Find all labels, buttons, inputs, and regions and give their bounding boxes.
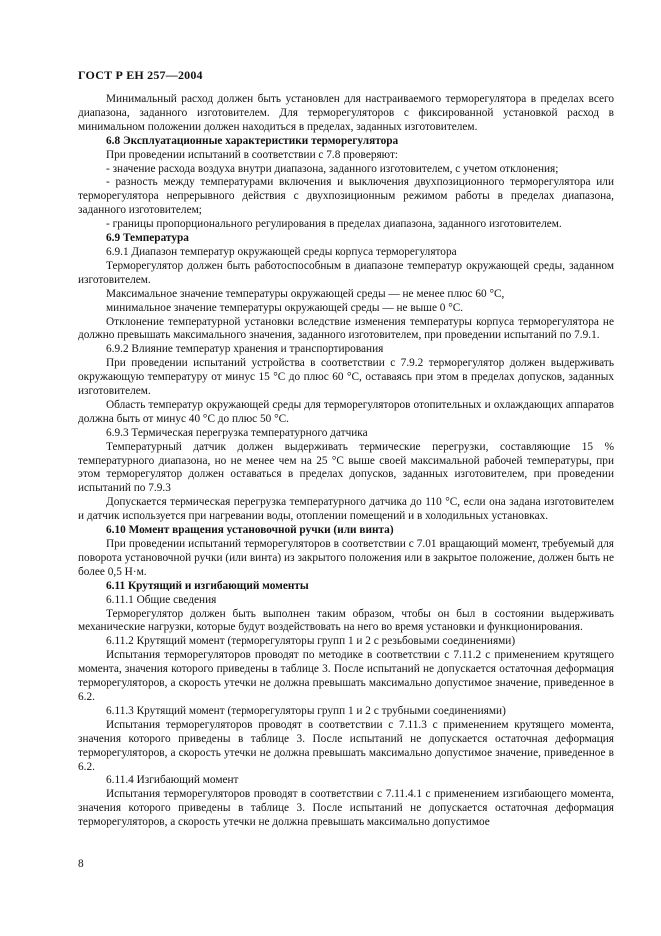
subsection-title: 6.11.4 Изгибающий момент xyxy=(106,774,239,787)
paragraph: Отклонение температурной установки вследствие изменения температуры корпуса терморегулятора не должно превышать максимального значения, заданного изготовителем, при проведении испытаний по 7.9.1. xyxy=(78,315,614,342)
paragraph: Область температур окружающей среды для терморегуляторов отопительных и охлаждающих аппаратов должна быть от минус 40 °С до плюс 50 °С. xyxy=(78,398,614,425)
subsection-title: 6.11.2 Крутящий момент (терморегуляторы групп 1 и 2 с резьбовыми соединениями) xyxy=(106,635,516,648)
section-heading: 6.8 Эксплуатационные характеристики терморегулятора xyxy=(106,134,399,147)
paragraph: При проведении испытаний терморегуляторов в соответствии с 7.01 вращающий момент, требуемый для поворота установочной ручки (или винта) из закрытого положения или в закрытое положение, должен быть не более 0,5 Н·м. xyxy=(78,538,614,578)
paragraph: минимальное значение температуры окружающей среды — не выше 0 °С. xyxy=(106,301,464,314)
paragraph: Испытания терморегуляторов проводят в соответствии с 7.11.4.1 с применением изгибающего момента, значения которого приведены в таблице 3. После испытаний не допускается остаточная деформация терморегуляторов, а скорость утечки не должна превышать максимально допустимое xyxy=(78,788,614,829)
list-item: - границы пропорционального регулирования в пределах диапазона, заданного изготовителем. xyxy=(106,218,562,231)
list-item: - значение расхода воздуха внутри диапазона, заданного изготовителем, с учетом отклонения; xyxy=(106,162,559,175)
document-body xyxy=(78,93,614,830)
paragraph: Температурный датчик должен выдерживать термические перегрузки, составляющие 15 % температурного диапазона, но не менее чем на 25 °С выше своей максимальной рабочей температуры, при этом терморегулятор должен оставаться в пределах допусков, заданных изготовителем, при проведении испытаний по 7.9.3 xyxy=(78,440,614,495)
paragraph: Испытания терморегуляторов проводят в соответствии с 7.11.3 с применением крутящего момента, значения которого приведены в таблице 3. После испытаний не допускается остаточная деформация терморегуляторов, а скорость утечки не должна превышать максимально допустимое значение, приведенное в 6.2. xyxy=(78,718,614,773)
subsection-title: 6.9.3 Термическая перегрузка температурного датчика xyxy=(106,426,368,439)
paragraph: Допускается термическая перегрузка температурного датчика до 110 °С, если она задана изготовителем и датчик используется при нагревании воды, отоплении помещений и в холодильных установках. xyxy=(78,496,614,523)
paragraph: Максимальное значение температуры окружающей среды — не менее плюс 60 °С, xyxy=(106,287,505,300)
paragraph: Минимальный расход должен быть установлен для настраиваемого терморегулятора в пределах всего диапазона, заданного изготовителем. Для терморегуляторов с фиксированной установкой расход в минимальном положении должен находиться в пределах, заданных изготовителем. xyxy=(78,93,614,133)
paragraph: При проведении испытаний устройства в соответствии с 7.9.2 терморегулятор должен выдерживать окружающую температуру от минус 15 °С до плюс 60 °С, оставаясь при этом в пределах допусков, заданных изготовителем. xyxy=(78,357,614,398)
paragraph: Терморегулятор должен быть выполнен таким образом, чтобы он был в состоянии выдерживать механические нагрузки, которые будут воздействовать на него во время установки и функционирования. xyxy=(78,607,614,634)
subsection-title: 6.11.1 Общие сведения xyxy=(106,593,217,606)
section-heading: 6.11 Крутящий и изгибающий моменты xyxy=(106,579,309,592)
section-heading: 6.9 Температура xyxy=(106,232,189,245)
paragraph: При проведении испытаний в соответствии с 7.8 проверяют: xyxy=(106,148,399,161)
page-number: 8 xyxy=(78,858,84,870)
subsection-title: 6.9.2 Влияние температур хранения и транспортирования xyxy=(106,343,384,356)
paragraph: Терморегулятор должен быть работоспособным в диапазоне температур окружающей среды, заданном изготовителем. xyxy=(78,259,614,286)
paragraph: Испытания терморегуляторов проводят по методике в соответствии с 7.11.2 с применением крутящего момента, значения которого приведены в таблице 3. После испытаний не допускается остаточная деформация терморегуляторов, а скорость утечки не должна превышать максимально допустимое значение, приведенное в 6.2. xyxy=(78,649,614,703)
subsection-title: 6.9.1 Диапазон температур окружающей среды корпуса терморегулятора xyxy=(106,245,457,258)
section-heading: 6.10 Момент вращения установочной ручки (или винта) xyxy=(106,524,394,537)
document-header: ГОСТ Р ЕН 257—2004 xyxy=(78,68,203,82)
list-item: - разность между температурами включения и выключения двухпозиционного терморегулятора или терморегулятора непрерывного действия с двухпозиционным режимом работы в пределах диапазона, заданного изготовителем; xyxy=(78,176,614,217)
subsection-title: 6.11.3 Крутящий момент (терморегуляторы групп 1 и 2 с трубными соединениями) xyxy=(106,704,506,717)
